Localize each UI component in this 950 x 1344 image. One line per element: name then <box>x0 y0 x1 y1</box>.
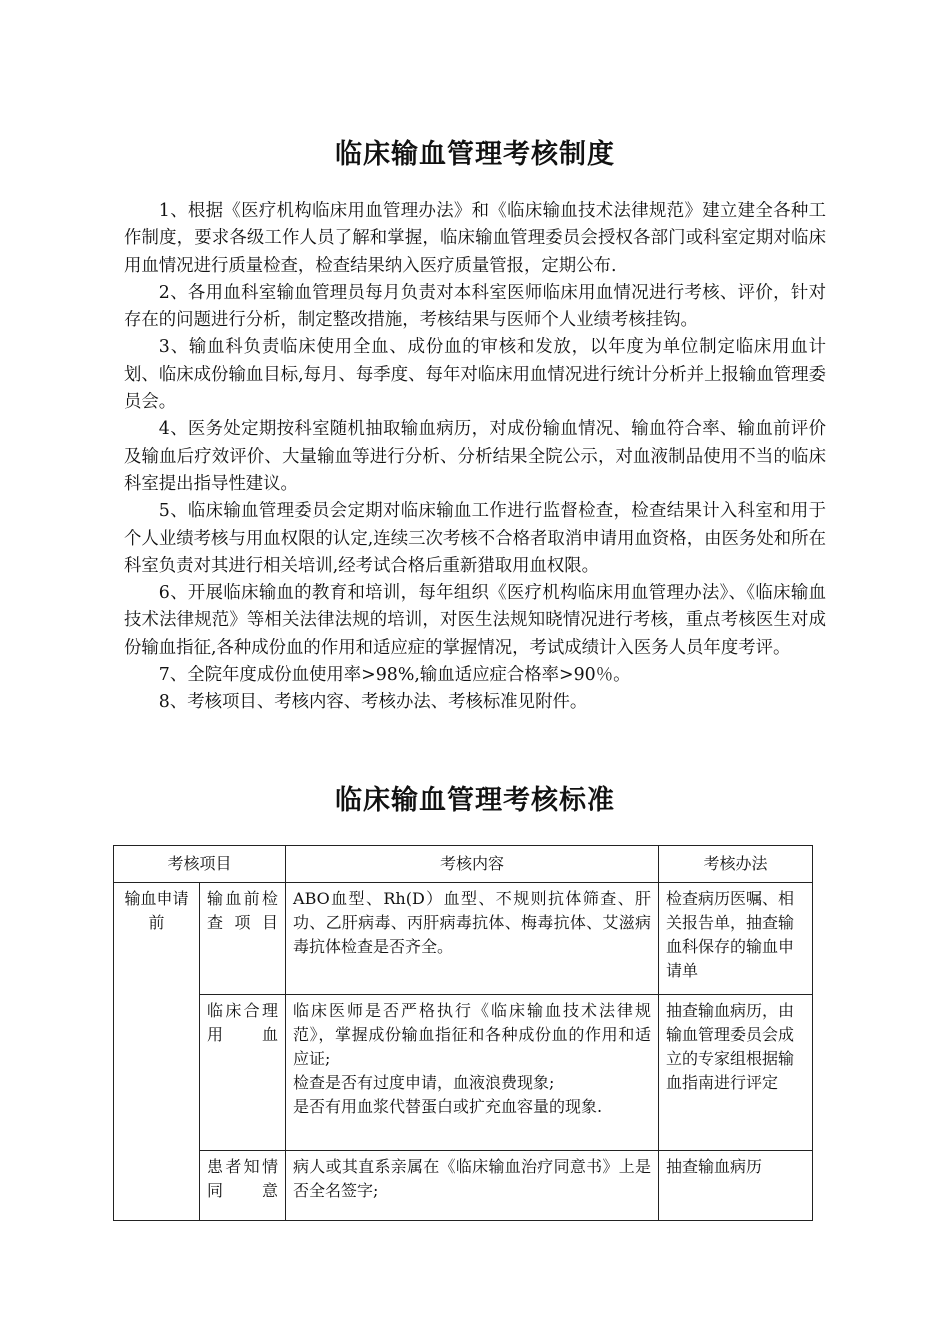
regulation-paragraph-5: 5、临床输血管理委员会定期对临床输血工作进行监督检查，检查结果计入科室和用于个人业绩考核与用血权限的认定,连续三次考核不合格者取消申请用血资格，由医务处和所在科室负责对其进行相关培训,经考试合格后重新猎取用血权限。 <box>124 501 826 576</box>
method-cell: 检查病历医嘱、相关报告单，抽查输血科保存的输血申请单 <box>659 883 813 995</box>
content-cell <box>286 1151 659 1221</box>
regulation-paragraph-1: 1、根据《医疗机构临床用血管理办法》和《临床输血技术法律规范》建立建全各种工作制度，要求各级工作人员了解和掌握，临床输血管理委员会授权各部门或科室定期对临床用血情况进行质量检查，检查结果纳入医疗质量管报，定期公布. <box>124 201 826 276</box>
method-cell: 抽查输血病历 <box>659 1151 813 1221</box>
content-line: 临床医师是否严格执行《临床输血技术法律规范》，掌握成份输血指征和各种成份血的作用和适应证; <box>293 1001 652 1068</box>
document-title: 临床输血管理考核制度 <box>335 139 615 170</box>
stage-cell: 输血申请前 <box>114 883 200 1221</box>
item-cell: 输血前检查项目 <box>200 883 286 995</box>
table-row <box>114 995 813 1151</box>
header-method: 考核办法 <box>659 846 813 883</box>
regulation-paragraph-6: 6、开展临床输血的教育和培训，每年组织《医疗机构临床用血管理办法》、《临床输血技术法律规范》等相关法律法规的培训，对医生法规知晓情况进行考核，重点考核医生对成份输血指征,各种成份血的作用和适应症的掌握情况，考试成绩计入医务人员年度考评。 <box>124 583 826 658</box>
regulation-paragraph-7: 7、全院年度成份血使用率>98%,输血适应症合格率>90％。 <box>158 665 631 686</box>
header-item: 考核项目 <box>114 846 286 883</box>
item-cell: 患者知情同意 <box>200 1151 286 1221</box>
method-cell: 抽查输血病历，由输血管理委员会成立的专家组根据输血指南进行评定 <box>659 995 813 1151</box>
header-content: 考核内容 <box>286 846 659 883</box>
item-cell: 临床合理用血 <box>200 995 286 1151</box>
regulation-paragraph-8: 8、考核项目、考核内容、考核办法、考核标准见附件。 <box>158 692 588 713</box>
regulation-paragraph-3: 3、输血科负责临床使用全血、成份血的审核和发放，以年度为单位制定临床用血计划、临床成份输血目标,每月、每季度、每年对临床用血情况进行统计分析并上报输血管理委员会。 <box>124 337 826 413</box>
regulation-paragraph-2: 2、各用血科室输血管理员每月负责对本科室医师临床用血情况进行考核、评价，针对存在的问题进行分析，制定整改措施，考核结果与医师个人业绩考核挂钩。 <box>124 282 826 331</box>
content-line: 病人或其直系亲属在《临床输血治疗同意书》上是否全名签字; <box>293 1157 652 1200</box>
content-line: 检查是否有过度申请，血液浪费现象; <box>293 1073 555 1092</box>
content-cell <box>286 883 659 995</box>
regulation-paragraph-4: 4、医务处定期按科室随机抽取输血病历，对成份输血情况、输血符合率、输血前评价及输血后疗效评价、大量输血等进行分析、分析结果全院公示，对血液制品使用不当的临床科室提出指导性建议。 <box>124 419 826 494</box>
table-header-row <box>114 846 813 883</box>
standard-title: 临床输血管理考核标准 <box>335 785 615 816</box>
assessment-standard-table <box>113 845 813 1221</box>
table-row <box>114 1151 813 1221</box>
content-cell <box>286 995 659 1151</box>
regulation-body <box>124 198 826 717</box>
content-line: 是否有用血浆代替蛋白或扩充血容量的现象. <box>293 1097 603 1116</box>
content-line: ABO血型、Rh(D）血型、不规则抗体筛查、肝功、乙肝病毒、丙肝病毒抗体、梅毒抗体、艾滋病毒抗体检查是否齐全。 <box>293 889 652 956</box>
table-row <box>114 883 813 995</box>
